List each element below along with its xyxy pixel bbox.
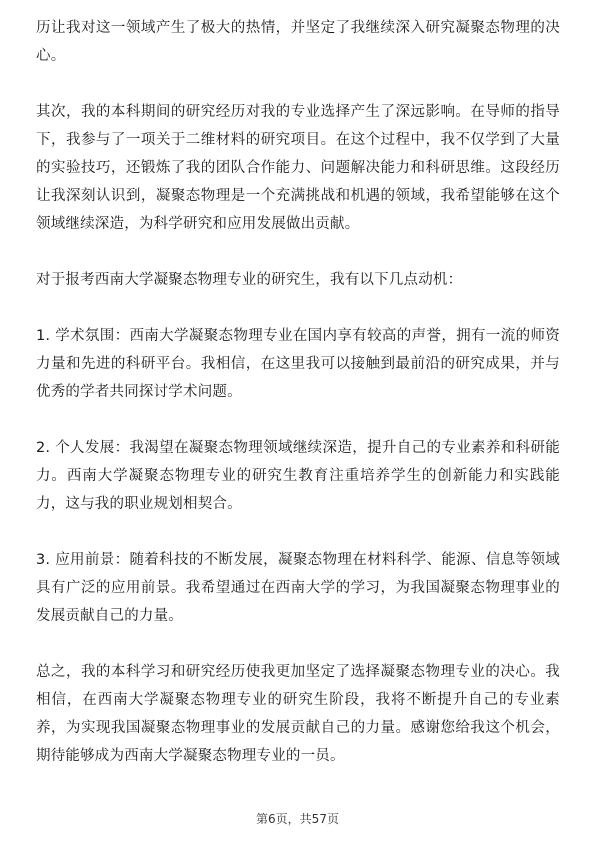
paragraph-motivation-lead: 对于报考西南大学凝聚态物理专业的研究生，我有以下几点动机： — [36, 272, 463, 288]
document-body — [36, 14, 560, 798]
paragraph-conclusion: 总之，我的本科学习和研究经历使我更加坚定了选择凝聚态物理专业的决心。我相信，在西南大学凝聚态物理专业的研究生阶段，我将不断提升自己的专业素养，为实现我国凝聚态物理事业的发展贡献自己的力量。感谢您给我这个机会，期待能够成为西南大学凝聚态物理专业的一员。 — [36, 664, 560, 764]
page-number: 第6页，共57页 — [256, 812, 339, 826]
paragraph-motivation-intro-end: 历让我对这一领域产生了极大的热情，并坚定了我继续深入研究凝聚态物理的决心。 — [36, 20, 560, 64]
paragraph-point-personal: 2. 个人发展：我渴望在凝聚态物理领域继续深造，提升自己的专业素养和科研能力。西南大学凝聚态物理专业的研究生教育注重培养学生的创新能力和实践能力，这与我的职业规划相契合。 — [36, 440, 560, 512]
paragraph-research-experience: 其次，我的本科期间的研究经历对我的专业选择产生了深远影响。在导师的指导下，我参与了一项关于二维材料的研究项目。在这个过程中，我不仅学到了大量的实验技巧，还锻炼了我的团队合作能力、问题解决能力和科研思维。这段经历让我深刻认识到，凝聚态物理是一个充满挑战和机遇的领域，我希望能够在这个领域继续深造，为科学研究和应用发展做出贡献。 — [36, 104, 560, 232]
paragraph-point-application: 3. 应用前景：随着科技的不断发展，凝聚态物理在材料科学、能源、信息等领域具有广泛的应用前景。我希望通过在西南大学的学习，为我国凝聚态物理事业的发展贡献自己的力量。 — [36, 552, 560, 624]
paragraph-point-academic: 1. 学术氛围：西南大学凝聚态物理专业在国内享有较高的声誉，拥有一流的师资力量和先进的科研平台。我相信，在这里我可以接触到最前沿的研究成果，并与优秀的学者共同探讨学术问题。 — [36, 328, 560, 400]
